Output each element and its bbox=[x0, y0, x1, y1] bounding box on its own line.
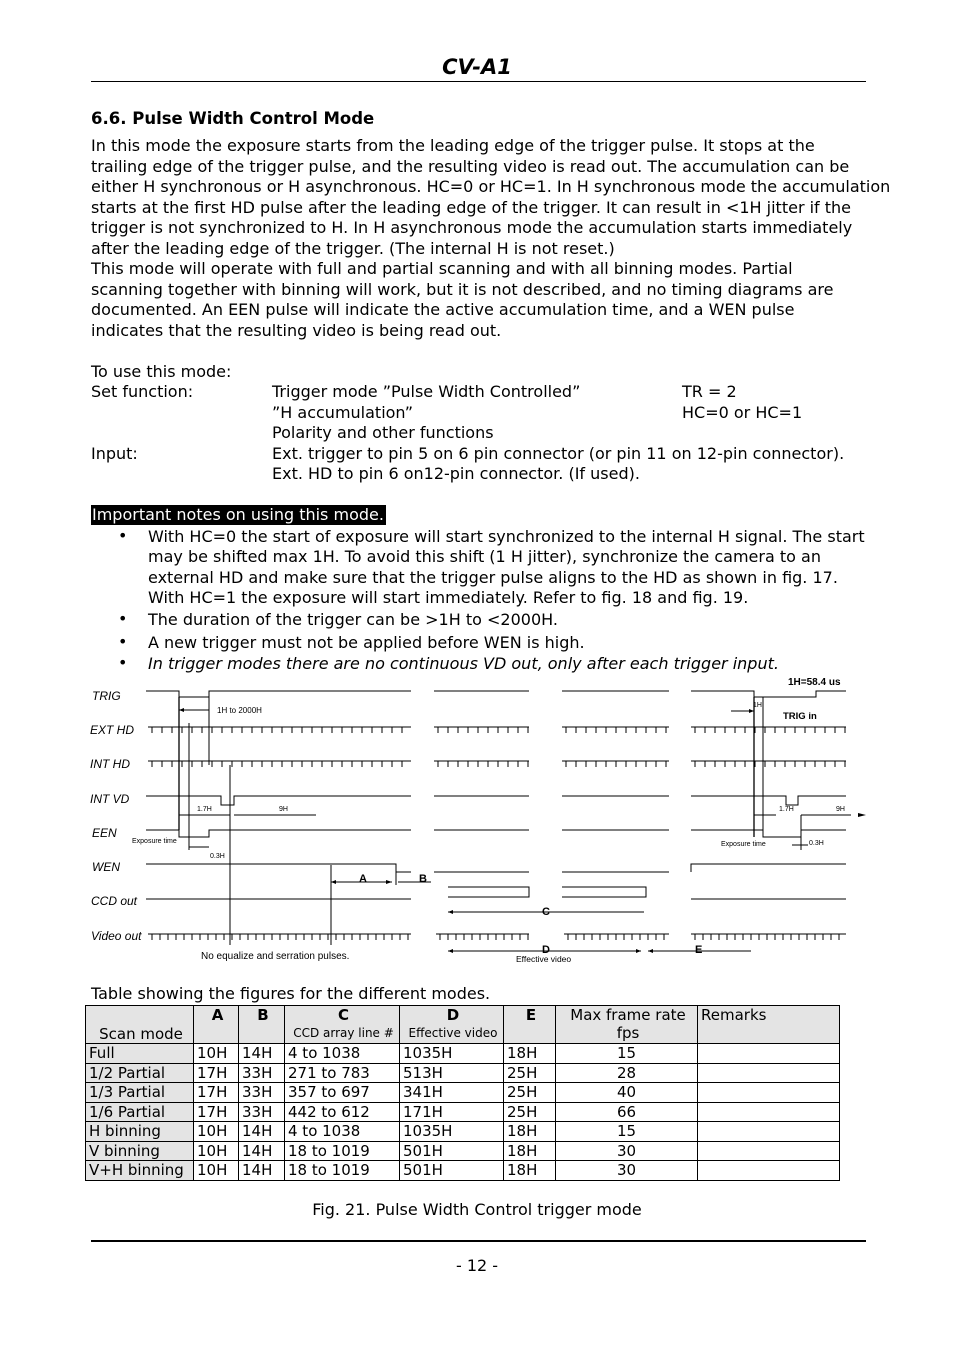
header-e-label: E bbox=[525, 1006, 537, 1024]
cell-scan-mode: 1/6 Partial bbox=[86, 1102, 194, 1122]
t-0-3h-label: 0.3H bbox=[809, 840, 824, 847]
cell-e: 18H bbox=[504, 1122, 556, 1142]
t-9h-label: 9H bbox=[836, 806, 845, 813]
cell-d: 501H bbox=[400, 1141, 504, 1161]
signal-label: EXT HD bbox=[90, 723, 135, 737]
header-e bbox=[504, 1006, 556, 1044]
cell-a: 10H bbox=[194, 1122, 239, 1142]
cell-scan-mode: V+H binning bbox=[86, 1161, 194, 1181]
cell-b: 14H bbox=[239, 1122, 285, 1142]
usage-intro: To use this mode: bbox=[91, 362, 232, 381]
cell-d: 1035H bbox=[400, 1122, 504, 1142]
set-item-value: TR = 2 bbox=[682, 382, 737, 401]
bullet-icon: • bbox=[118, 609, 128, 628]
waveforms bbox=[146, 691, 851, 951]
header-d bbox=[400, 1006, 504, 1044]
table-row bbox=[86, 1161, 840, 1181]
header-b-label: B bbox=[257, 1006, 269, 1024]
document-title: CV-A1 bbox=[442, 55, 512, 79]
intro-line: starts at the first HD pulse after the leading edge of the trigger. It can result in <1H jitter if the bbox=[91, 198, 852, 217]
cell-d: 341H bbox=[400, 1083, 504, 1103]
effective-video-label: Effective video bbox=[516, 954, 572, 964]
cell-fps: 30 bbox=[556, 1161, 698, 1181]
cell-fps: 15 bbox=[556, 1122, 698, 1142]
signal-label: EEN bbox=[92, 826, 117, 840]
note-line: In trigger modes there are no continuous VD out, only after each trigger input. bbox=[148, 654, 779, 673]
bullet-icon: • bbox=[118, 653, 128, 672]
table-row bbox=[86, 1063, 840, 1083]
cell-c: 18 to 1019 bbox=[285, 1141, 400, 1161]
intro-line: either H synchronous or H asynchronous. HC=0 or HC=1. In H synchronous mode the accumulation bbox=[91, 177, 891, 196]
note-line: may be shifted max 1H. To avoid this shift (1 H jitter), synchronize the camera to an bbox=[148, 547, 821, 566]
int-vd-waveform bbox=[146, 796, 411, 805]
cell-remarks bbox=[698, 1083, 840, 1103]
note-line: With HC=1 the exposure will start immediately. Refer to fig. 18 and fig. 19. bbox=[148, 588, 749, 607]
cell-fps: 28 bbox=[556, 1063, 698, 1083]
ext-hd-pulses bbox=[148, 727, 846, 733]
note-line: With HC=0 the start of exposure will start synchronized to the internal H signal. The start bbox=[148, 527, 865, 546]
cell-e: 25H bbox=[504, 1083, 556, 1103]
signal-labels bbox=[90, 689, 142, 943]
input-label: Input: bbox=[91, 444, 138, 463]
cell-c: 442 to 612 bbox=[285, 1102, 400, 1122]
trig-waveform bbox=[691, 691, 846, 697]
header-fps-line1: Max frame rate bbox=[570, 1006, 686, 1024]
timing-diagram bbox=[86, 675, 866, 970]
signal-label: INT HD bbox=[90, 757, 130, 771]
cell-remarks bbox=[698, 1141, 840, 1161]
h-period-label: 1H=58.4 us bbox=[788, 677, 841, 688]
cell-e: 25H bbox=[504, 1063, 556, 1083]
cell-fps: 30 bbox=[556, 1141, 698, 1161]
intro-line: documented. An EEN pulse will indicate the active accumulation time, and a WEN pulse bbox=[91, 300, 795, 319]
intro-line: scanning together with binning will work, but it is not described, and no timing diagrams are bbox=[91, 280, 834, 299]
ccd-out-waveform bbox=[562, 887, 646, 897]
note-line: A new trigger must not be applied before WEN is high. bbox=[148, 633, 585, 652]
exposure-time-label: Exposure time bbox=[721, 841, 766, 848]
cell-scan-mode: H binning bbox=[86, 1122, 194, 1142]
signal-label: CCD out bbox=[91, 894, 138, 908]
t-1-7h-label: 1.7H bbox=[197, 806, 212, 813]
header-b bbox=[239, 1006, 285, 1044]
wen-waveform bbox=[146, 864, 411, 872]
t-1-7h-label: 1.7H bbox=[779, 806, 794, 813]
wen-waveform bbox=[691, 864, 846, 872]
diagram-annotations bbox=[132, 677, 845, 964]
table-row bbox=[86, 1083, 840, 1103]
header-fps-line2: fps bbox=[616, 1024, 640, 1042]
cell-b: 14H bbox=[239, 1141, 285, 1161]
cell-d: 1035H bbox=[400, 1044, 504, 1064]
video-out-pulses bbox=[148, 934, 846, 940]
intro-line: In this mode the exposure starts from the leading edge of the trigger pulse. It stops at the bbox=[91, 136, 815, 155]
notes-heading: Important notes on using this mode. bbox=[92, 505, 384, 524]
input-line: Ext. trigger to pin 5 on 6 pin connector (or pin 11 on 12-pin connector). bbox=[272, 444, 845, 463]
trig-in-label: TRIG in bbox=[783, 711, 817, 722]
cell-remarks bbox=[698, 1161, 840, 1181]
table-row bbox=[86, 1141, 840, 1161]
set-item-name: ”H accumulation” bbox=[272, 403, 413, 422]
cell-d: 501H bbox=[400, 1161, 504, 1181]
set-item-name: Trigger mode ”Pulse Width Controlled” bbox=[272, 382, 581, 401]
intro-line: after the leading edge of the trigger. (The internal H is not reset.) bbox=[91, 239, 615, 258]
t-9h-label: 9H bbox=[279, 806, 288, 813]
een-waveform bbox=[146, 830, 411, 837]
signal-label: Video out bbox=[91, 929, 142, 943]
cell-fps: 40 bbox=[556, 1083, 698, 1103]
cell-scan-mode: V binning bbox=[86, 1141, 194, 1161]
figure-caption: Fig. 21. Pulse Width Control trigger mode bbox=[312, 1200, 642, 1219]
label-d: D bbox=[542, 944, 550, 956]
cell-a: 17H bbox=[194, 1083, 239, 1103]
bullet-icon: • bbox=[118, 632, 128, 651]
footer-rule bbox=[91, 1240, 866, 1242]
signal-label: INT VD bbox=[90, 792, 130, 806]
table-row bbox=[86, 1044, 840, 1064]
cell-scan-mode: 1/2 Partial bbox=[86, 1063, 194, 1083]
cell-remarks bbox=[698, 1102, 840, 1122]
trig-waveform bbox=[146, 691, 411, 697]
cell-scan-mode: Full bbox=[86, 1044, 194, 1064]
section-heading: 6.6. Pulse Width Control Mode bbox=[91, 109, 375, 128]
cell-e: 18H bbox=[504, 1044, 556, 1064]
trigger-duration-label: 1H to 2000H bbox=[217, 706, 262, 715]
cell-a: 10H bbox=[194, 1161, 239, 1181]
header-c bbox=[285, 1006, 400, 1044]
header-d-sub: Effective video bbox=[408, 1026, 498, 1040]
cell-b: 33H bbox=[239, 1083, 285, 1103]
header-c-label: C bbox=[337, 1006, 349, 1024]
cell-b: 33H bbox=[239, 1102, 285, 1122]
table-caption: Table showing the figures for the different modes. bbox=[91, 984, 491, 1003]
intro-line: indicates that the resulting video is being read out. bbox=[91, 321, 502, 340]
cell-e: 25H bbox=[504, 1102, 556, 1122]
bullet-icon: • bbox=[118, 526, 128, 545]
one-h-label: 1H bbox=[753, 702, 762, 709]
signal-label: WEN bbox=[92, 860, 120, 874]
cell-a: 17H bbox=[194, 1102, 239, 1122]
header-d-label: D bbox=[446, 1006, 460, 1024]
input-line: Ext. HD to pin 6 on12-pin connector. (If used). bbox=[272, 464, 640, 483]
cell-fps: 66 bbox=[556, 1102, 698, 1122]
cell-remarks bbox=[698, 1044, 840, 1064]
label-a: A bbox=[359, 873, 367, 885]
ccd-out-waveform bbox=[448, 887, 529, 897]
cell-b: 33H bbox=[239, 1063, 285, 1083]
header-a-label: A bbox=[211, 1006, 224, 1024]
cell-a: 10H bbox=[194, 1141, 239, 1161]
cell-c: 4 to 1038 bbox=[285, 1044, 400, 1064]
intro-line: trailing edge of the trigger pulse, and the resulting video is read out. The accumulation can be bbox=[91, 157, 850, 176]
note-line: external HD and make sure that the trigger pulse aligns to the HD as shown in fig. 17. bbox=[148, 568, 838, 587]
set-item-value: HC=0 or HC=1 bbox=[682, 403, 803, 422]
table-header-row bbox=[86, 1006, 840, 1044]
een-waveform bbox=[691, 830, 846, 837]
int-hd-pulses bbox=[148, 761, 846, 767]
cell-a: 10H bbox=[194, 1044, 239, 1064]
cell-c: 18 to 1019 bbox=[285, 1161, 400, 1181]
cell-remarks bbox=[698, 1063, 840, 1083]
intro-line: This mode will operate with full and partial scanning and with all binning modes. Partial bbox=[91, 259, 793, 278]
header-fps bbox=[556, 1006, 698, 1044]
cell-fps: 15 bbox=[556, 1044, 698, 1064]
cell-e: 18H bbox=[504, 1141, 556, 1161]
label-b: B bbox=[419, 873, 427, 885]
cell-c: 4 to 1038 bbox=[285, 1122, 400, 1142]
cell-b: 14H bbox=[239, 1044, 285, 1064]
signal-label: TRIG bbox=[92, 689, 121, 703]
t-0-3h-label: 0.3H bbox=[210, 853, 225, 860]
header-scan-mode: Scan mode bbox=[86, 1006, 194, 1044]
cell-scan-mode: 1/3 Partial bbox=[86, 1083, 194, 1103]
table-row bbox=[86, 1122, 840, 1142]
header-a bbox=[194, 1006, 239, 1044]
exposure-time-label: Exposure time bbox=[132, 838, 177, 845]
label-c: C bbox=[542, 906, 550, 918]
header-rule bbox=[91, 81, 866, 82]
cell-c: 357 to 697 bbox=[285, 1083, 400, 1103]
intro-line: trigger is not synchronized to H. In H asynchronous mode the accumulation starts immediately bbox=[91, 218, 853, 237]
table-row bbox=[86, 1102, 840, 1122]
cell-remarks bbox=[698, 1122, 840, 1142]
cell-d: 171H bbox=[400, 1102, 504, 1122]
cell-a: 17H bbox=[194, 1063, 239, 1083]
cell-d: 513H bbox=[400, 1063, 504, 1083]
cell-e: 18H bbox=[504, 1161, 556, 1181]
int-vd-waveform bbox=[691, 796, 846, 805]
page-number: - 12 - bbox=[455, 1256, 499, 1275]
cell-b: 14H bbox=[239, 1161, 285, 1181]
cell-c: 271 to 783 bbox=[285, 1063, 400, 1083]
set-function-label: Set function: bbox=[91, 382, 194, 401]
header-remarks: Remarks bbox=[698, 1006, 840, 1044]
header-c-sub: CCD array line # bbox=[293, 1026, 394, 1040]
set-item-name: Polarity and other functions bbox=[272, 423, 494, 442]
note-line: The duration of the trigger can be >1H to <2000H. bbox=[148, 610, 558, 629]
no-equalize-note: No equalize and serration pulses. bbox=[201, 951, 350, 962]
label-e: E bbox=[695, 944, 703, 956]
modes-table bbox=[85, 1005, 840, 1181]
